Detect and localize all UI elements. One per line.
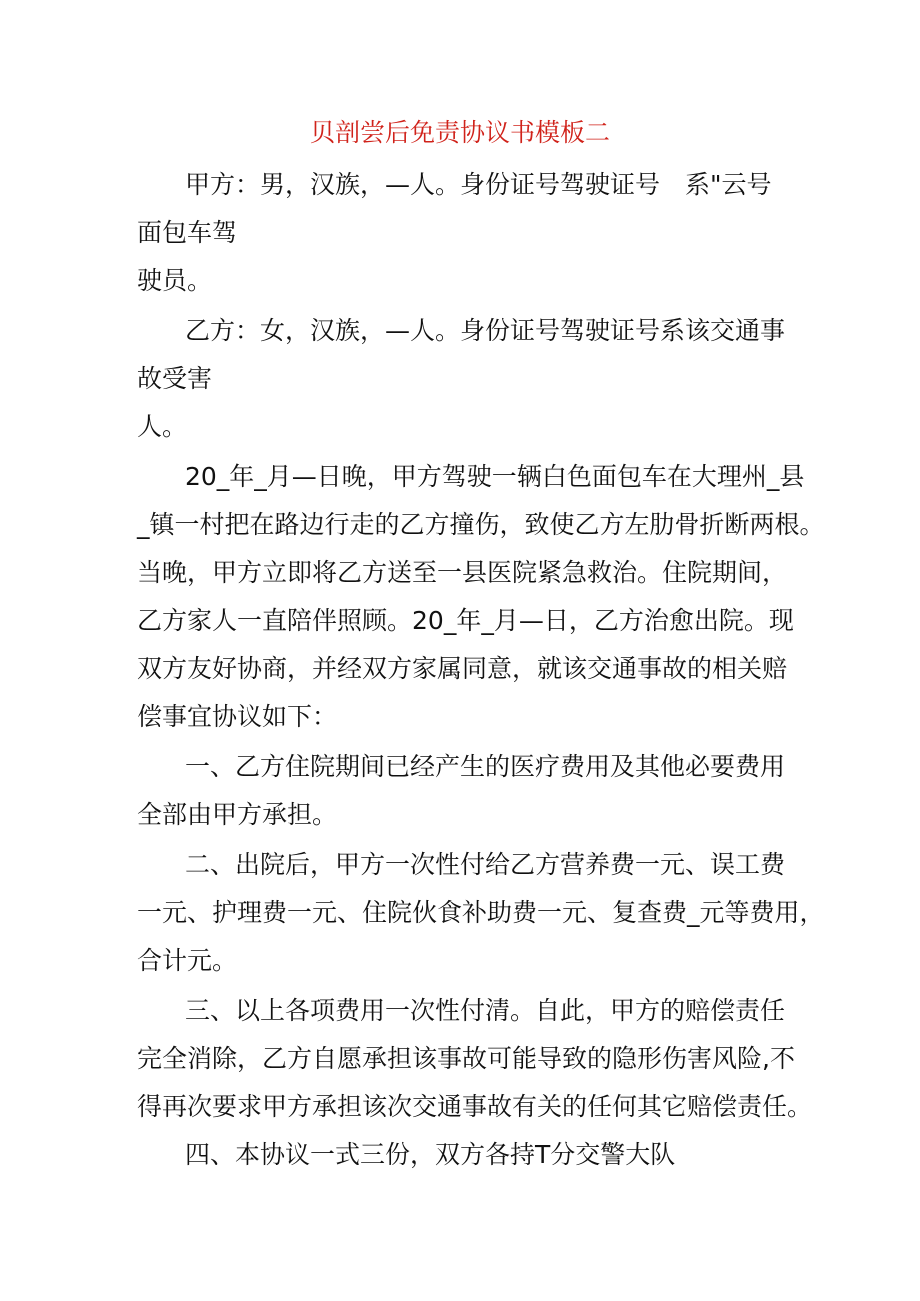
text-line: 甲方：男，汉族，—人。身份证号驾驶证号 系"云号: [160, 170, 772, 199]
text-line: 乙方：女，汉族，—人。身份证号驾驶证号系该交通事: [160, 316, 786, 345]
text-line: 一、乙方住院期间已经产生的医疗费用及其他必要费用: [160, 752, 786, 781]
text-line: 全部由甲方承担。: [137, 800, 338, 829]
text-line: 面包车驾: [137, 218, 238, 247]
text-line: 完全消除，乙方自愿承担该事故可能导致的隐形伤害风险,不: [137, 1044, 795, 1073]
text-line: 人。: [137, 412, 188, 441]
text-line: 故受害: [137, 364, 213, 393]
text-line: 一元、护理费一元、住院伙食补助费一元、复查费_元等费用，: [137, 898, 825, 927]
text-line: 20_年_月—日晚，甲方驾驶一辆白色面包车在大理州_县: [160, 462, 805, 491]
document-title: 贝剖尝后免责协议书模板二: [309, 118, 610, 147]
text-line: _镇一村把在路边行走的乙方撞伤，致使乙方左肋骨折断两根。: [137, 510, 825, 539]
text-line: 当晚，甲方立即将乙方送至一县医院紧急救治。住院期间，: [137, 558, 788, 587]
text-line: 合计元。: [137, 946, 238, 975]
text-line: 二、出院后，甲方一次性付给乙方营养费一元、误工费: [160, 850, 786, 879]
text-line: 乙方家人一直陪伴照顾。20_年_月—日，乙方治愈出院。现: [137, 606, 794, 635]
text-line: 得再次要求甲方承担该次交通事故有关的任何其它赔偿责任。: [137, 1092, 813, 1121]
text-line: 驶员。: [137, 266, 213, 295]
text-line: 三、以上各项费用一次性付清。自此，甲方的赔偿责任: [160, 996, 786, 1025]
text-line: 四、本协议一式三份，双方各持T分交警大队: [160, 1140, 676, 1169]
text-line: 偿事宜协议如下：: [137, 702, 338, 731]
text-line: 双方友好协商，并经双方家属同意，就该交通事故的相关赔: [137, 654, 788, 683]
